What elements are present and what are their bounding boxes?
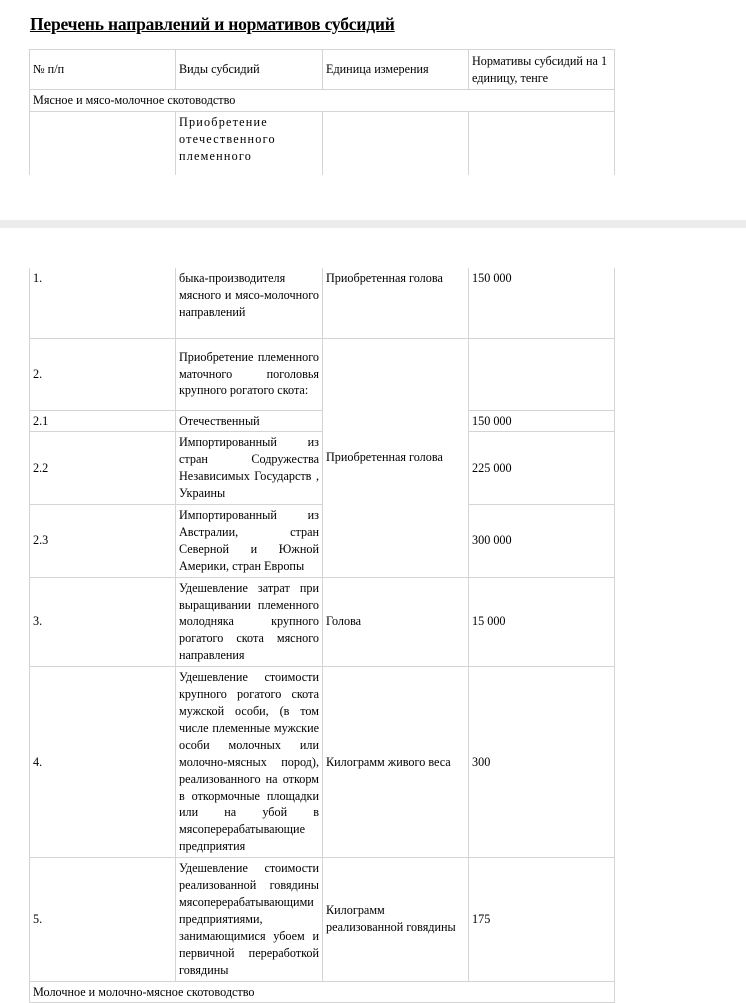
cell-type: Удешевление стоимости крупного рогатого скота мужской особи, (в том числе племенные мужские особи молочных или молочно-мясных пород), реализованного на откорм в откормочные площадки или на убой в мясоперерабатывающие предприятия (176, 667, 323, 858)
cell-type: Удешевление затрат при выращивании племенного молодняка крупного рогатого скота мясного направления (176, 577, 323, 667)
cell-type: Импортированный из стран Содружества Независимых Государств , Украины (176, 432, 323, 505)
cell-type-fragment: Приобретение отечественного племенного (176, 111, 323, 175)
table-row (30, 505, 615, 578)
cell-type: быка-производителя мясного и мясо-молочного направлений (176, 268, 323, 338)
cell-norm: 300 (469, 667, 615, 858)
cell-num: 2.1 (30, 410, 176, 432)
table-row (30, 667, 615, 858)
cell-norm (469, 338, 615, 410)
cell-unit: Килограмм реализованной говядины (323, 858, 469, 981)
table-row (30, 858, 615, 981)
cell-type: Отечественный (176, 410, 323, 432)
cell-num: 2.2 (30, 432, 176, 505)
header-unit: Единица измерения (323, 50, 469, 90)
page-title: Перечень направлений и нормативов субсидий (30, 14, 395, 34)
section-row-meat (30, 90, 615, 112)
cell-norm (469, 111, 615, 175)
cell-num: 3. (30, 577, 176, 667)
subsidy-table-part-2 (29, 268, 615, 1003)
header-type: Виды субсидий (176, 50, 323, 90)
cell-unit-merged: Приобретенная голова (323, 338, 469, 577)
cell-unit (323, 111, 469, 175)
section-row-dairy (30, 981, 615, 1003)
cell-norm: 225 000 (469, 432, 615, 505)
cell-num: 2.3 (30, 505, 176, 578)
cell-norm: 15 000 (469, 577, 615, 667)
cell-norm: 150 000 (469, 410, 615, 432)
cell-num: 5. (30, 858, 176, 981)
document-page-1 (0, 0, 746, 220)
table-row (30, 577, 615, 667)
table-row (30, 111, 615, 175)
cell-type: Импортированный из Австралии, стран Северной и Южной Америки, стран Европы (176, 505, 323, 578)
cell-norm: 150 000 (469, 268, 615, 338)
table-header-row (30, 50, 615, 90)
section-dairy: Молочное и молочно-мясное скотоводство (30, 981, 615, 1003)
cell-unit: Килограмм живого веса (323, 667, 469, 858)
cell-unit: Приобретенная голова (323, 268, 469, 338)
cell-type: Приобретение племенного маточного поголовья крупного рогатого скота: (176, 338, 323, 410)
cell-num (30, 111, 176, 175)
table-row (30, 410, 615, 432)
section-meat: Мясное и мясо-молочное скотоводство (30, 90, 615, 112)
table-row (30, 268, 615, 338)
header-norm: Нормативы субсидий на 1 единицу, тенге (469, 50, 615, 90)
cell-type: Удешевление стоимости реализованной говядины мясоперерабатывающими предприятиями, занимающимися убоем и первичной переработкой говядины (176, 858, 323, 981)
cell-num: 1. (30, 268, 176, 338)
cell-norm: 175 (469, 858, 615, 981)
table-row (30, 432, 615, 505)
document-page-2 (0, 228, 746, 999)
table-row (30, 338, 615, 410)
cell-num: 4. (30, 667, 176, 858)
subsidy-table-part-1 (29, 49, 615, 175)
cell-unit: Голова (323, 577, 469, 667)
cell-num: 2. (30, 338, 176, 410)
header-num: № п/п (30, 50, 176, 90)
page-separator (0, 220, 746, 228)
cell-norm: 300 000 (469, 505, 615, 578)
